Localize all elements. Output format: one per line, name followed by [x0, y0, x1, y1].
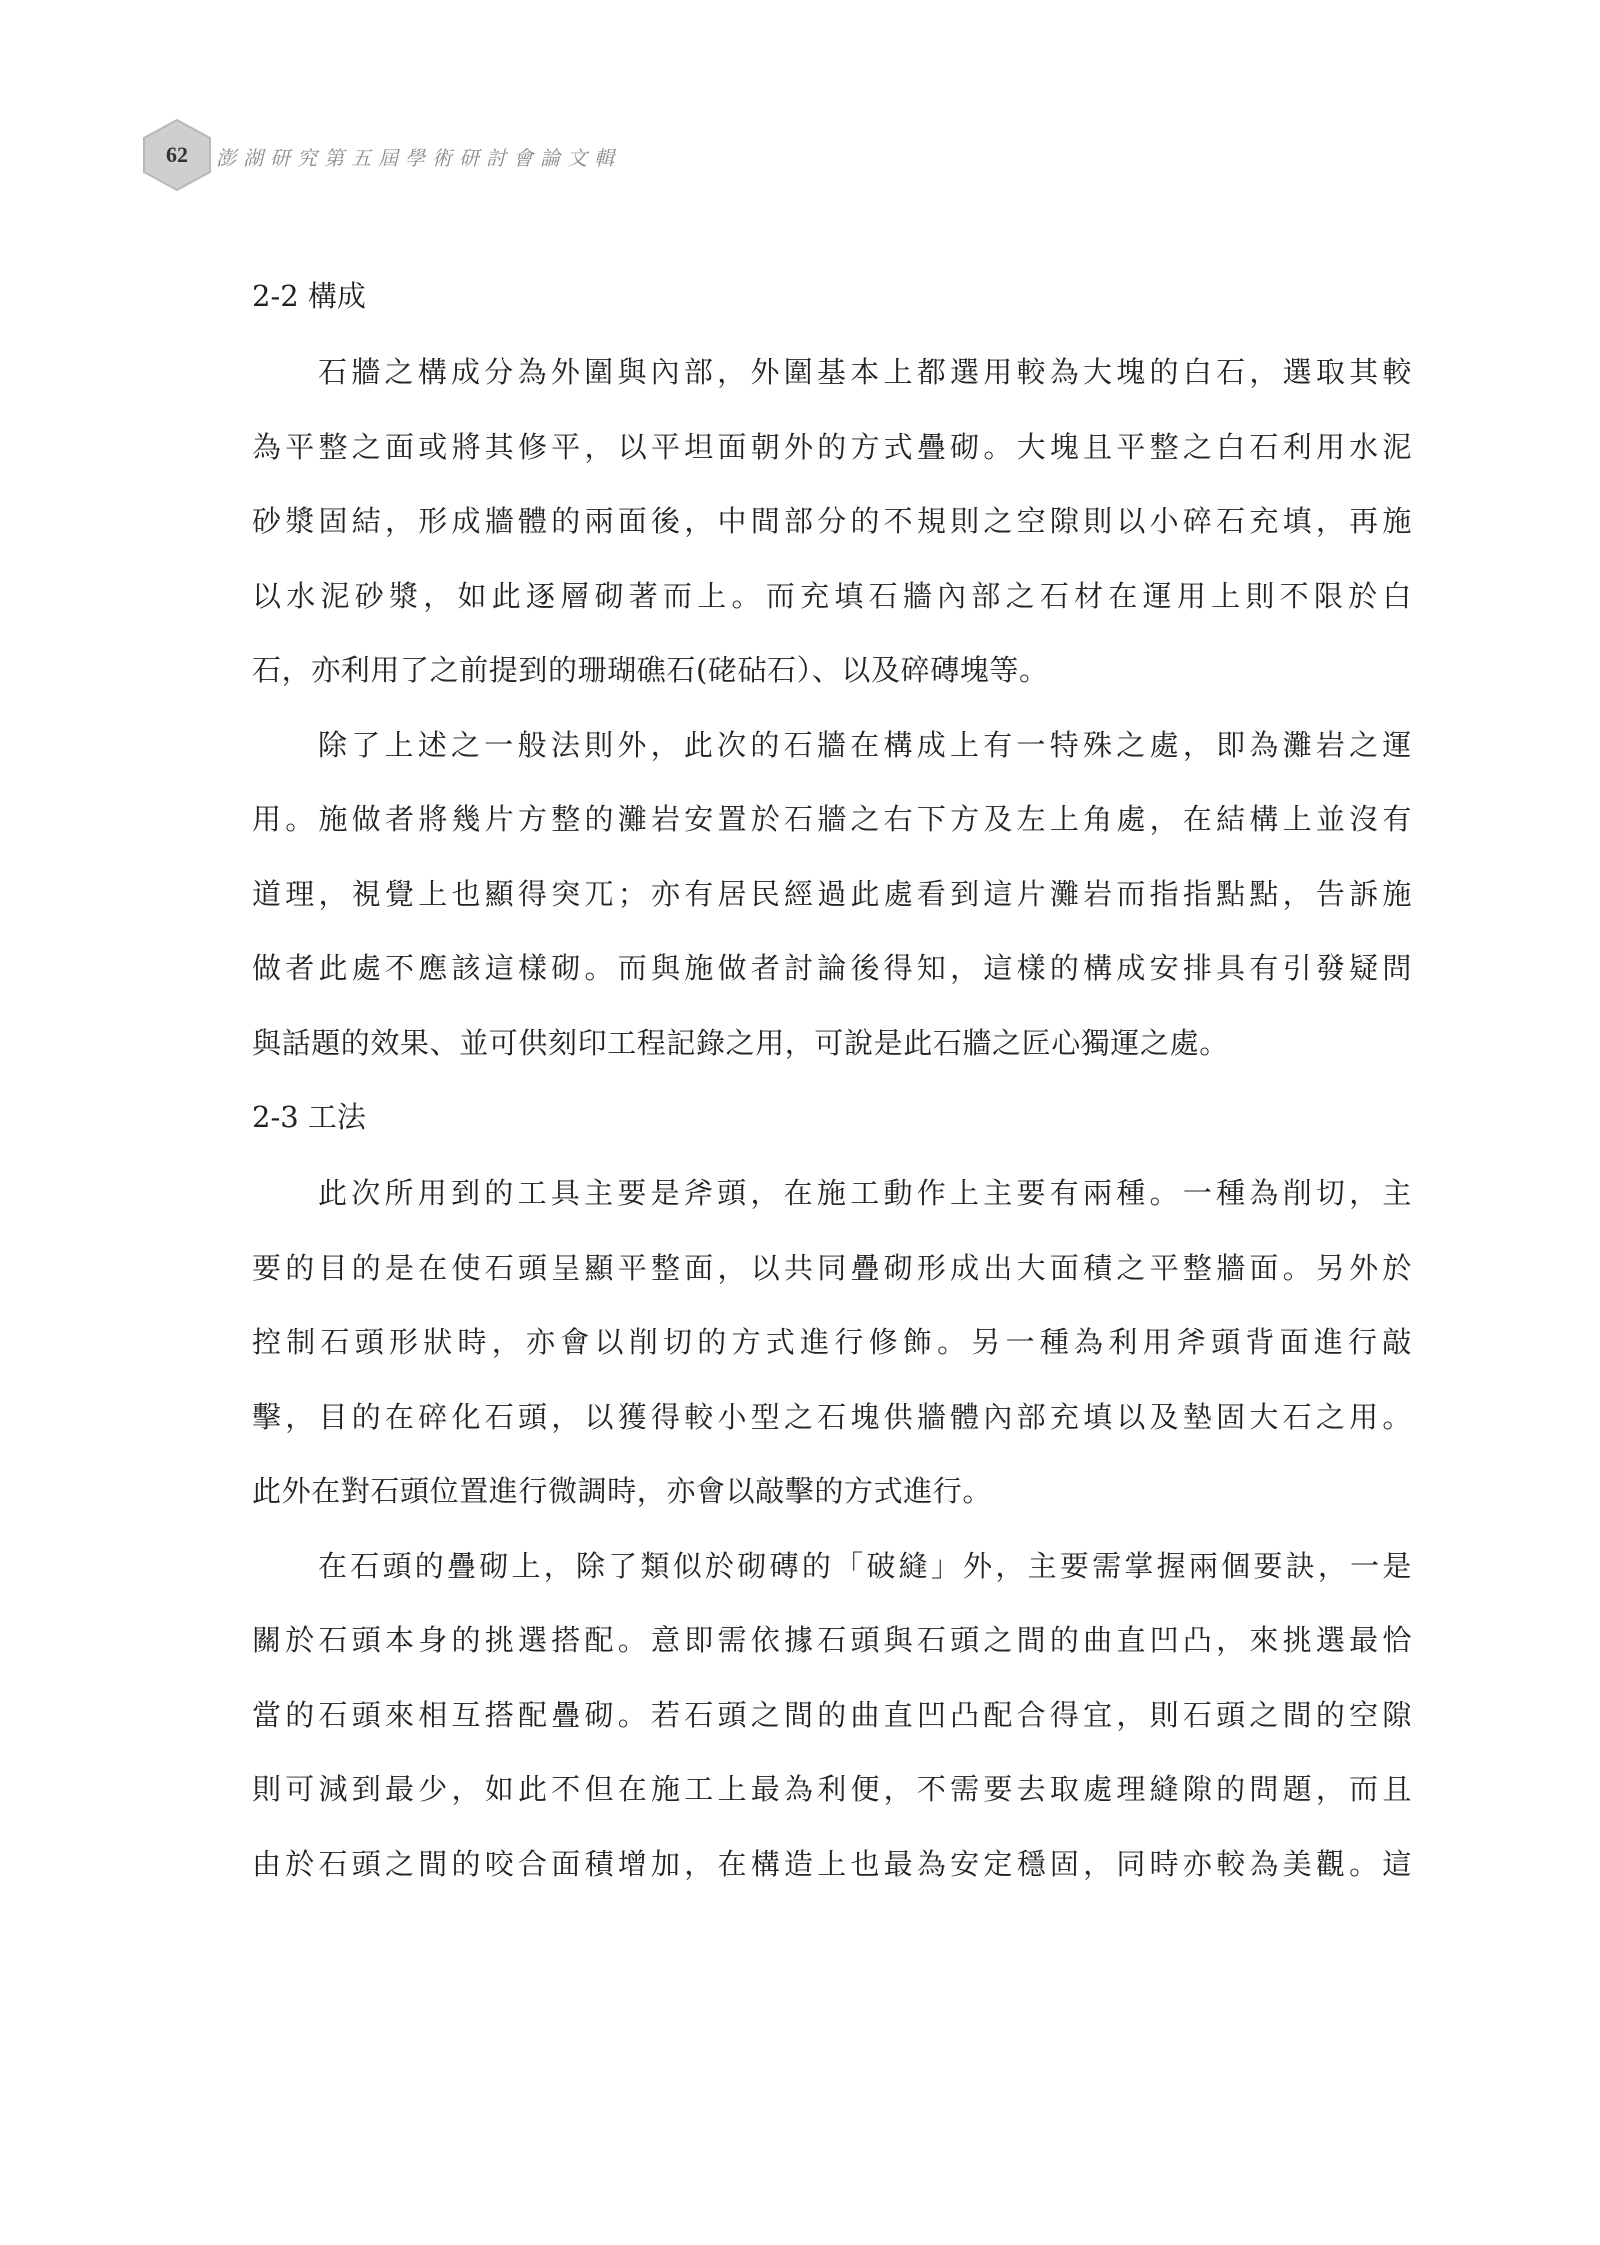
paragraph-line: 做者此處不應該這樣砌。而與施做者討論後得知，這樣的構成安排具有引發疑問	[252, 951, 1412, 985]
paragraph-line: 此次所用到的工具主要是斧頭，在施工動作上主要有兩種。一種為削切，主	[318, 1176, 1412, 1210]
paragraph-line: 在石頭的疊砌上，除了類似於砌磚的「破縫」外，主要需掌握兩個要訣，一是	[318, 1548, 1412, 1583]
paragraph-line: 當的石頭來相互搭配疊砌。若石頭之間的曲直凹凸配合得宜，則石頭之間的空隙	[252, 1697, 1412, 1732]
section-heading-construction-method: 2-3 工法	[252, 1100, 366, 1134]
paragraph	[252, 727, 1412, 1061]
paragraph-line: 擊，目的在碎化石頭，以獲得較小型之石塊供牆體內部充填以及墊固大石之用。	[252, 1399, 1412, 1434]
paragraph-line: 要的目的是在使石頭呈顯平整面，以共同疊砌形成出大面積之平整牆面。另外於	[252, 1250, 1412, 1285]
page-number: 62	[166, 142, 188, 167]
running-header-title: 澎湖研究第五屆學術研討會論文輯	[216, 146, 621, 170]
document-body	[252, 278, 1412, 1920]
paragraph-line: 則可減到最少，如此不但在施工上最為利便，不需要去取處理縫隙的問題，而且	[252, 1772, 1412, 1806]
paragraph-line: 石，亦利用了之前提到的珊瑚礁石(硓砧石）、以及碎磚塊等。	[252, 653, 1049, 687]
paragraph-line: 砂漿固結，形成牆體的兩面後，中間部分的不規則之空隙則以小碎石充填，再施	[252, 504, 1412, 538]
paragraph-line: 此外在對石頭位置進行微調時，亦會以敲擊的方式進行。	[252, 1474, 993, 1508]
paragraph	[252, 1175, 1412, 1509]
paragraph-line: 石牆之構成分為外圍與內部，外圍基本上都選用較為大塊的白石，選取其較	[318, 355, 1412, 389]
paragraph-line: 由於石頭之間的咬合面積增加，在構造上也最為安定穩固，同時亦較為美觀。這	[252, 1846, 1412, 1881]
paragraph-line: 以水泥砂漿，如此逐層砌著而上。而充填石牆內部之石材在運用上則不限於白	[252, 578, 1412, 613]
paragraph-line: 控制石頭形狀時，亦會以削切的方式進行修飾。另一種為利用斧頭背面進行敲	[252, 1325, 1412, 1359]
paragraph-line: 為平整之面或將其修平，以平坦面朝外的方式疊砌。大塊且平整之白石利用水泥	[252, 429, 1412, 464]
paragraph-line: 關於石頭本身的挑選搭配。意即需依據石頭與石頭之間的曲直凹凸，來挑選最恰	[252, 1623, 1412, 1657]
paragraph	[252, 1548, 1412, 1882]
paragraph-line: 道理，視覺上也顯得突兀；亦有居民經過此處看到這片灘岩而指指點點，告訴施	[252, 876, 1412, 911]
paragraph	[252, 354, 1412, 688]
paragraph-line: 與話題的效果、並可供刻印工程記錄之用，可說是此石牆之匠心獨運之處。	[252, 1025, 1229, 1060]
paragraph-line: 用。施做者將幾片方整的灘岩安置於石牆之右下方及左上角處，在結構上並沒有	[252, 802, 1412, 836]
paragraph-line: 除了上述之一般法則外，此次的石牆在構成上有一特殊之處，即為灘岩之運	[318, 727, 1412, 762]
page-number-badge	[140, 118, 214, 192]
section-heading-composition: 2-2 構成	[252, 279, 366, 313]
